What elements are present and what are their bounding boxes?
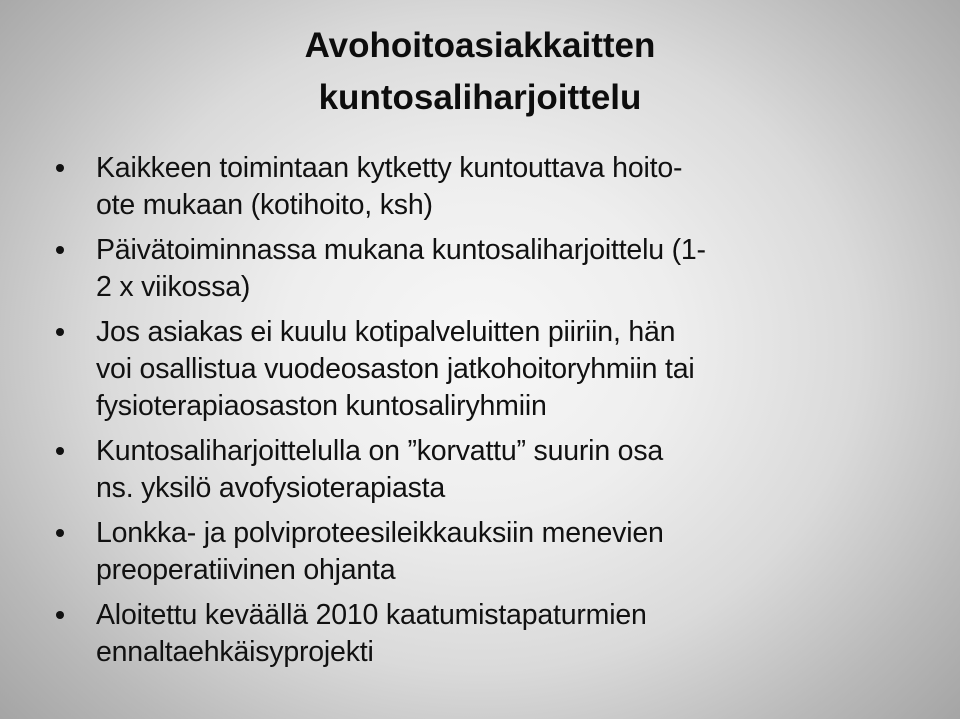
bullet-text	[96, 232, 908, 306]
bullet-line: ennaltaehkäisyprojekti	[96, 636, 374, 668]
bullet-line: 2 x viikossa)	[96, 271, 251, 303]
bullet-line: preoperatiivinen ohjanta	[96, 554, 396, 586]
bullet-line: Aloitettu keväällä 2010 kaatumistapaturmien	[96, 599, 647, 631]
bullet-item	[48, 433, 908, 507]
bullet-item	[48, 232, 908, 306]
bullet-dot-icon	[56, 164, 64, 172]
bullet-line: ote mukaan (kotihoito, ksh)	[96, 189, 433, 221]
bullet-item	[48, 314, 908, 425]
bullet-item	[48, 597, 908, 671]
bullet-line: fysioterapiaosaston kuntosaliryhmiin	[96, 390, 547, 422]
bullet-line: Kuntosaliharjoittelulla on ”korvattu” suurin osa	[96, 435, 664, 467]
bullet-text	[96, 597, 908, 671]
bullet-text	[96, 433, 908, 507]
bullet-line: Kaikkeen toimintaan kytketty kuntouttava hoito-	[96, 152, 683, 184]
bullet-line: voi osallistua vuodeosaston jatkohoitoryhmiin tai	[96, 353, 695, 385]
bullet-text	[96, 314, 908, 425]
bullet-dot-icon	[56, 246, 64, 254]
slide-title-line-1: Avohoitoasiakkaitten	[304, 26, 656, 65]
bullet-dot-icon	[56, 611, 64, 619]
bullet-dot-icon	[56, 328, 64, 336]
bullet-line: Päivätoiminnassa mukana kuntosaliharjoittelu (1-	[96, 234, 706, 266]
slide-title	[0, 20, 960, 124]
bullet-dot-icon	[56, 447, 64, 455]
bullet-text	[96, 515, 908, 589]
bullet-dot-icon	[56, 529, 64, 537]
bullet-item	[48, 150, 908, 224]
bullet-list	[48, 150, 908, 679]
slide-title-line-2: kuntosaliharjoittelu	[318, 78, 642, 117]
bullet-text	[96, 150, 908, 224]
bullet-line: Lonkka- ja polviproteesileikkauksiin menevien	[96, 517, 664, 549]
bullet-line: ns. yksilö avofysioterapiasta	[96, 472, 446, 504]
bullet-item	[48, 515, 908, 589]
bullet-line: Jos asiakas ei kuulu kotipalveluitten piiriin, hän	[96, 316, 676, 348]
